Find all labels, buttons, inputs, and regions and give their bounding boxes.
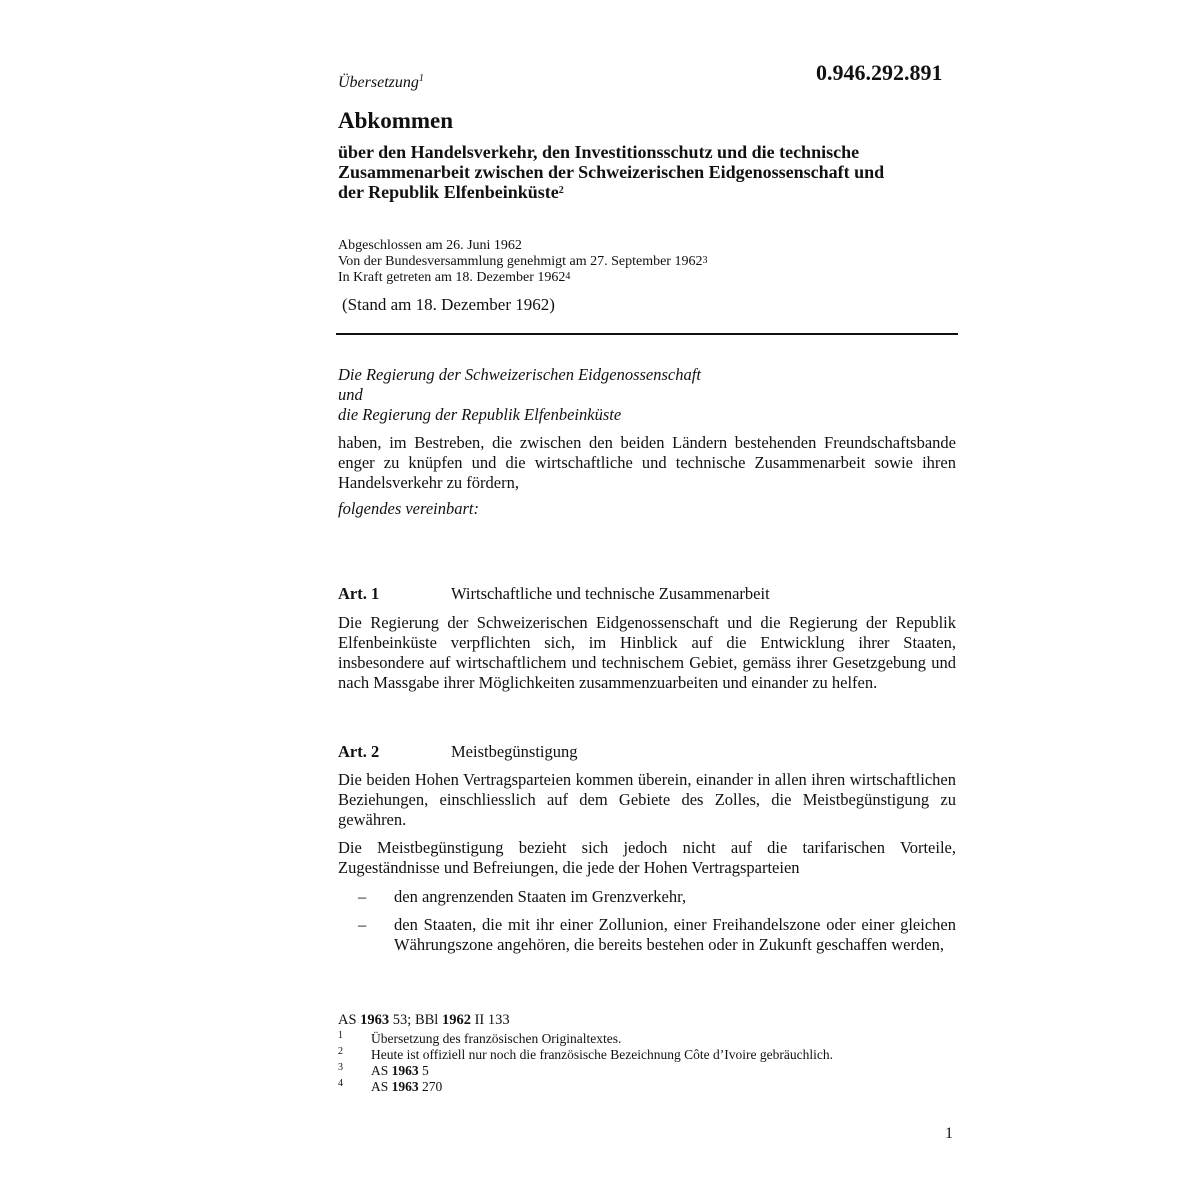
footnote-item [338,1047,833,1063]
document-meta [338,238,707,286]
footnote-text: AS 1963 270 [371,1079,443,1094]
footnote-item [338,1063,833,1079]
in-force-date: In Kraft getreten am 18. Dezember 1962$^4$ [338,270,571,285]
article-number: Art. 2 [338,742,380,761]
page-number: 1 [945,1125,953,1142]
preamble-text: haben, im Bestreben, die zwischen den beiden Ländern bestehenden Freundschaftsbande enger zu knüpfen und die wirtschaftliche und technische Zusammenarbeit sowie ihren Handelsverkehr zu fördern, [338,433,956,492]
subtitle-line: Zusammenarbeit zwischen der Schweizerischen Eidgenossenschaft und [338,162,885,182]
sr-number: 0.946.292.891 [816,60,943,85]
conjunction: und [338,385,363,404]
list-item [338,915,956,955]
document-subtitle [338,142,958,202]
list-item-text: den Staaten, die mit ihr einer Zollunion, einer Freihandelszone oder einer gleichen Währungszone angehören, die bereits bestehen oder in Zukunft geschaffen werden, [394,915,956,954]
footnote-ref[interactable]: 3 [702,255,708,266]
footnote-ref[interactable]: 2 [558,185,564,196]
subtitle-line: über den Handelsverkehr, den Investitionsschutz und die technische [338,142,860,162]
footnote-text: AS 1963 5 [371,1063,429,1078]
footnote-text: Übersetzung des französischen Originaltextes. [371,1031,622,1046]
article-title: Wirtschaftliche und technische Zusammenarbeit [451,584,770,603]
subtitle-line: der Republik Elfenbeinküste$^2$ [338,182,564,202]
approved-date: Von der Bundesversammlung genehmigt am 27. September 1962$^3$ [338,254,708,269]
dash-bullet: – [358,915,367,934]
list-item [338,887,956,907]
footnote-list [338,1031,833,1095]
article-heading [338,584,770,604]
list-item-text: den angrenzenden Staaten im Grenzverkehr, [394,887,687,906]
footnote-item [338,1031,833,1047]
party-2: die Regierung der Republik Elfenbeinküste [338,405,622,424]
status-date: (Stand am 18. Dezember 1962) [342,295,555,314]
dash-bullet: – [358,887,367,906]
article-paragraph: Die Regierung der Schweizerischen Eidgenossenschaft und die Regierung der Republik Elfenbeinküste verpflichten sich, im Hinblick auf die Entwicklung ihrer Staaten, insbesondere auf wirtschaftlichem und technischem Gebiet, gemäss ihrer Gesetzgebung und nach Massgabe ihrer Möglichkeiten zusammenzuarbeiten und einander zu helfen. [338,613,956,692]
title-divider [336,333,958,335]
footnote-number: 2 [338,1046,343,1057]
article-number: Art. 1 [338,584,380,603]
footnote-number: 3 [338,1062,343,1073]
footnote-number: 1 [338,1030,343,1041]
article-paragraph: Die beiden Hohen Vertragsparteien kommen überein, einander in allen ihren wirtschaftlichen Beziehungen, einschliesslich auf dem Gebiete des Zolles, die Meistbegünstigung zu gewähren. [338,770,956,829]
document-title: Abkommen [338,108,454,133]
footnote-ref[interactable]: 1 [418,73,424,84]
footnote-item [338,1079,833,1095]
translation-label: Übersetzung$^1$ [338,73,424,91]
footnote-ref[interactable]: 4 [565,271,571,282]
article-heading [338,742,578,762]
article-paragraph: Die Meistbegünstigung bezieht sich jedoch nicht auf die tarifarischen Vorteile, Zugeständnisse und Befreiungen, die jede der Hohen Vertragsparteien [338,838,956,877]
footnote-text: Heute ist offiziell nur noch die französische Bezeichnung Côte d’Ivoire gebräuchlich. [371,1047,833,1062]
source-reference: AS 1963 53; BBl 1962 II 133 [338,1012,510,1028]
concluded-date: Abgeschlossen am 26. Juni 1962 [338,238,522,253]
preamble-parties [338,365,701,425]
footnote-number: 4 [338,1078,343,1089]
article-title: Meistbegünstigung [451,742,578,761]
party-1: Die Regierung der Schweizerischen Eidgenossenschaft [338,365,701,384]
preamble-agreed: folgendes vereinbart: [338,499,479,518]
